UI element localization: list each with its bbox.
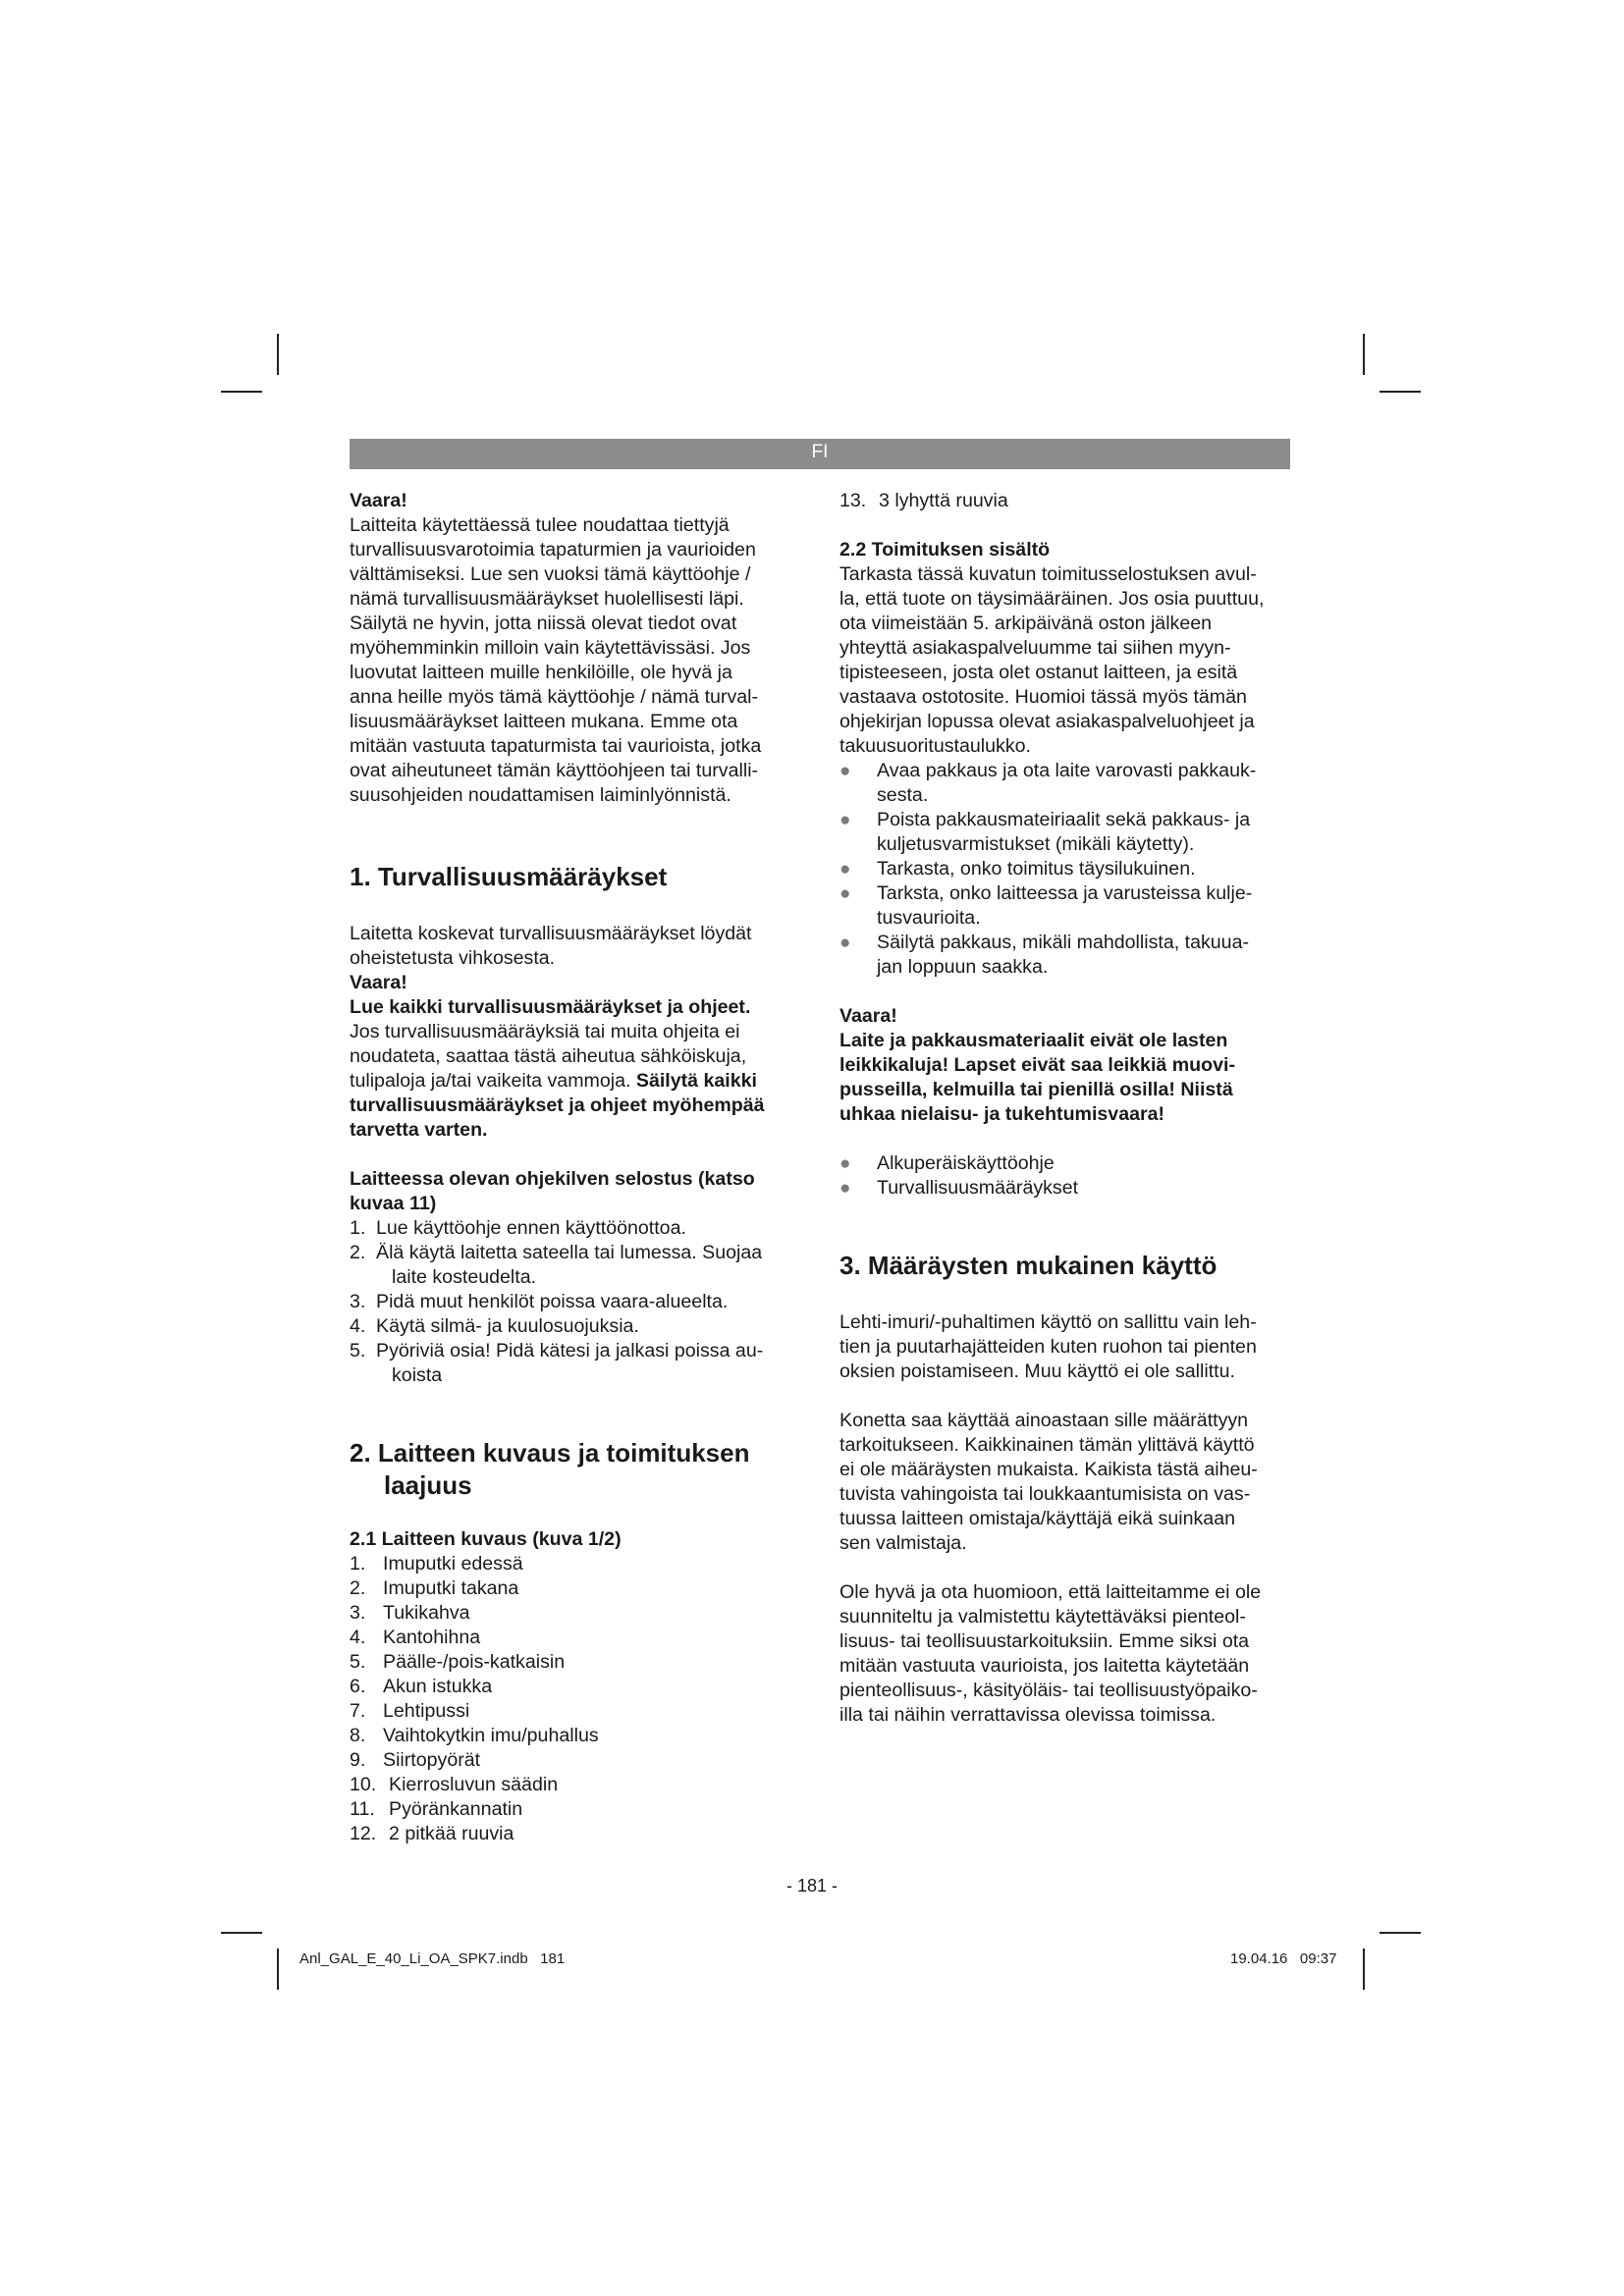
warning3-line: uhkaa nielaisu- ja tukehtumisvaara! [839, 1103, 1165, 1125]
list-number: 2. [350, 1242, 366, 1263]
list-item [350, 1626, 803, 1650]
list-item [839, 759, 1293, 808]
list-line: Pyöriviä osia! Pidä kätesi ja jalkasi poissa au- [376, 1340, 764, 1362]
list-text [376, 1216, 803, 1241]
warning2-mixed-bold: Säilytä kaikki [635, 1070, 757, 1092]
section1-heading: 1. Turvallisuusmääräykset [350, 862, 668, 891]
label-explanation [350, 1167, 803, 1388]
list-item [350, 1822, 803, 1846]
list-line: Älä käytä laitetta sateella tai lumessa. Suojaa [376, 1242, 763, 1263]
section3-para [839, 1310, 1293, 1384]
language-header-bar [350, 439, 1290, 469]
list-number: 4. [350, 1315, 366, 1337]
parts-list-continued [839, 489, 1293, 513]
section22-body [839, 562, 1293, 759]
list-item [350, 1748, 803, 1773]
para-line: tuussa laitteen omistaja/käyttäjä eikä suinkaan [839, 1508, 1235, 1529]
intro-warning-line: anna heille myös tämä käyttöohje / nämä turval- [350, 686, 759, 708]
list-text [376, 1241, 803, 1290]
list-number: 9. [350, 1749, 366, 1771]
included-docs-list [839, 1151, 1293, 1201]
section22-line: Tarkasta tässä kuvatun toimitusselostuksen avul- [839, 563, 1257, 585]
section2-heading-line: laajuus [384, 1470, 472, 1500]
list-item [350, 1601, 803, 1626]
section22-line: la, että tuote on täysimääräinen. Jos osia puuttuu, [839, 588, 1265, 610]
intro-warning-line: luovutat laitteen muille henkilöille, ole hyvä ja [350, 662, 732, 683]
list-line: Tarksta, onko laitteessa ja varusteissa kulje- [877, 882, 1253, 904]
warning3-line: leikkikaluja! Lapset eivät saa leikkiä muovi- [839, 1054, 1235, 1076]
crop-mark [221, 1932, 262, 1934]
section2-heading-line: 2. Laitteen kuvaus ja toimituksen [350, 1438, 750, 1468]
list-item [839, 857, 1293, 881]
intro-warning-line: välttämiseksi. Lue sen vuoksi tämä käyttöohje / [350, 563, 751, 585]
list-text: Vaihtokytkin imu/puhallus [383, 1725, 599, 1746]
list-number: 6. [350, 1676, 366, 1697]
list-line: sesta. [877, 784, 929, 806]
list-number: 1. [350, 1217, 366, 1239]
list-line: Lue käyttöohje ennen käyttöönottoa. [376, 1217, 686, 1239]
list-item [350, 1724, 803, 1748]
intro-warning-line: mitään vastuuta tapaturmista tai vaurioista, jotka [350, 735, 762, 757]
bullet-icon: ● [839, 883, 851, 904]
list-item [350, 1773, 803, 1797]
list-number: 5. [350, 1340, 366, 1362]
list-line: Tarkasta, onko toimitus täysilukuinen. [877, 858, 1196, 880]
crop-mark [1363, 334, 1365, 375]
intro-warning [350, 489, 803, 808]
left-column [350, 489, 803, 1846]
para-line: Ole hyvä ja ota huomioon, että laitteitamme ei ole [839, 1581, 1262, 1603]
list-item [350, 1216, 803, 1241]
file-info: Anl_GAL_E_40_Li_OA_SPK7.indb 181 [299, 1950, 566, 1967]
para-line: lisuus- tai teollisuustarkoituksiin. Emme siksi ota [839, 1630, 1250, 1652]
bullet-icon: ● [839, 933, 851, 953]
intro-warning-line: myöhemminkin milloin vain käytettävissäsi. Jos [350, 637, 751, 659]
list-text [877, 858, 1196, 880]
crop-mark [1380, 1932, 1421, 1934]
list-line: Säilytä pakkaus, mikäli mahdollista, takuua- [877, 932, 1249, 953]
list-item [839, 1151, 1293, 1176]
section3-heading: 3. Määräysten mukainen käyttö [839, 1251, 1218, 1280]
list-number: 3. [350, 1291, 366, 1312]
list-text [877, 932, 1249, 978]
para-line: tarkoitukseen. Kaikkinainen tämän ylittävä käyttö [839, 1434, 1255, 1456]
section1-line: Laitetta koskevat turvallisuusmääräykset löydät [350, 923, 752, 944]
list-text: Kierrosluvun säädin [389, 1774, 559, 1795]
list-text: Kantohihna [383, 1627, 481, 1648]
intro-warning-line: Säilytä ne hyvin, jotta niissä olevat tiedot ovat [350, 613, 737, 634]
bullet-icon: ● [839, 761, 851, 781]
para-line: oksien poistamiseen. Muu käyttö ei ole sallittu. [839, 1361, 1235, 1382]
parts-list [350, 1552, 803, 1846]
section22-heading: 2.2 Toimituksen sisältö [839, 539, 1051, 561]
intro-warning-line: Laitteita käytettäessä tulee noudattaa tiettyjä [350, 514, 730, 536]
list-line: tusvaurioita. [877, 907, 981, 929]
crop-mark [1363, 1949, 1365, 1990]
section3-para [839, 1409, 1293, 1556]
list-text: 3 lyhyttä ruuvia [879, 490, 1008, 511]
warning2-bold-line: tarvetta varten. [350, 1119, 488, 1141]
list-item [350, 1699, 803, 1724]
warning2-line: noudateta, saattaa tästä aiheutua sähköiskuja, [350, 1045, 747, 1067]
warning2-line: Jos turvallisuusmääräyksiä tai muita ohjeita ei [350, 1021, 740, 1042]
list-item [350, 1552, 803, 1576]
list-item [839, 808, 1293, 857]
list-item [350, 1241, 803, 1290]
list-item [350, 1339, 803, 1388]
list-text [376, 1290, 803, 1314]
list-line: Pidä muut henkilöt poissa vaara-alueelta. [376, 1291, 729, 1312]
list-line: koista [392, 1364, 443, 1386]
para-line: Lehti-imuri/-puhaltimen käyttö on sallittu vain leh- [839, 1311, 1257, 1333]
list-item [839, 489, 1293, 513]
bullet-icon: ● [839, 810, 851, 830]
label-heading-line: kuvaa 11) [350, 1193, 437, 1214]
crop-mark [1380, 391, 1421, 393]
intro-warning-line: turvallisuusvarotoimia tapaturmien ja vaurioiden [350, 539, 756, 561]
list-line: kuljetusvarmistukset (mikäli käytetty). [877, 833, 1195, 855]
para-line: ei ole määräysten mukaista. Kaikista tästä aiheu- [839, 1459, 1258, 1480]
list-item [350, 1290, 803, 1314]
list-text: Siirtopyörät [383, 1749, 481, 1771]
page-number: - 181 - [785, 1876, 839, 1896]
crop-mark [277, 1949, 279, 1990]
list-text: Imuputki takana [383, 1577, 519, 1599]
intro-warning-line: nämä turvallisuusmääräykset huolellisesti läpi. [350, 588, 744, 610]
list-text [376, 1339, 803, 1388]
list-item [839, 881, 1293, 931]
section22-line: takuusuoritustaulukko. [839, 735, 1031, 757]
list-item [839, 931, 1293, 980]
list-item [839, 1176, 1293, 1201]
intro-warning-title: Vaara! [350, 490, 407, 511]
list-number: 11. [350, 1798, 375, 1820]
para-line: sen valmistaja. [839, 1532, 967, 1554]
list-text: Päälle-/pois-katkaisin [383, 1651, 566, 1673]
list-text: Lehtipussi [383, 1700, 470, 1722]
section2-heading [350, 1437, 803, 1502]
list-number: 2. [350, 1577, 366, 1599]
list-item [350, 1314, 803, 1339]
list-line: Poista pakkausmateiriaalit sekä pakkaus- ja [877, 809, 1251, 830]
warning2-title: Vaara! [350, 972, 407, 993]
list-number: 1. [350, 1553, 366, 1575]
warning2-bold-line: Lue kaikki turvallisuusmääräykset ja ohjeet. [350, 996, 751, 1018]
list-item [350, 1675, 803, 1699]
para-line: Konetta saa käyttää ainoastaan sille määrättyyn [839, 1410, 1249, 1431]
list-text: Imuputki edessä [383, 1553, 523, 1575]
list-text [877, 809, 1250, 855]
section22-line: ota viimeistään 5. arkipäivänä oston jälkeen [839, 613, 1213, 634]
list-item [350, 1650, 803, 1675]
section1-body [350, 922, 803, 1143]
children-warning [839, 1004, 1293, 1127]
list-text [376, 1314, 803, 1339]
list-text [877, 760, 1256, 806]
label-heading-line: Laitteessa olevan ohjekilven selostus (katso [350, 1168, 755, 1190]
para-line: tuvista vahingoista tai loukkaantumisista on vas- [839, 1483, 1251, 1505]
para-line: suunniteltu ja valmistettu käytettäväksi pienteol- [839, 1606, 1246, 1628]
list-line: jan loppuun saakka. [877, 956, 1049, 978]
warning3-title: Vaara! [839, 1005, 897, 1027]
right-column [839, 489, 1293, 1728]
list-text: Turvallisuusmääräykset [877, 1177, 1079, 1199]
para-line: pienteollisuus-, käsityöläis- tai teollisuustyöpaiko- [839, 1680, 1258, 1701]
list-item [350, 1576, 803, 1601]
warning3-line: pusseilla, kelmuilla tai pienillä osilla! Niistä [839, 1079, 1233, 1100]
bullet-icon: ● [839, 1178, 851, 1199]
list-number: 3. [350, 1602, 366, 1624]
warning2-bold-line: turvallisuusmääräykset ja ohjeet myöhempää [350, 1095, 765, 1116]
section3-para [839, 1580, 1293, 1728]
intro-warning-line: ovat aiheutuneet tämän käyttöohjeen tai turvalli- [350, 760, 759, 781]
warning3-line: Laite ja pakkausmateriaalit eivät ole lasten [839, 1030, 1228, 1051]
section22-line: yhteyttä asiakaspalveluumme tai siihen myyn- [839, 637, 1231, 659]
list-number: 7. [350, 1700, 366, 1722]
crop-mark [221, 391, 262, 393]
para-line: illa tai näihin verrattavissa olevissa toimissa. [839, 1704, 1217, 1726]
section21-heading: 2.1 Laitteen kuvaus (kuva 1/2) [350, 1528, 622, 1550]
list-number: 4. [350, 1627, 366, 1648]
unpacking-list [839, 759, 1293, 980]
section22-line: tipisteeseen, josta olet ostanut laitteen, ja esitä [839, 662, 1238, 683]
list-text: Pyöränkannatin [389, 1798, 523, 1820]
intro-warning-line: suusohjeiden noudattamisen laiminlyönnistä. [350, 784, 731, 806]
list-number: 10. [350, 1774, 377, 1795]
bullet-icon: ● [839, 1153, 851, 1174]
para-line: tien ja puutarhajätteiden kuten ruohon tai pienten [839, 1336, 1257, 1358]
list-text: Alkuperäiskäyttöohje [877, 1152, 1055, 1174]
print-date: 19.04.16 09:37 [1230, 1950, 1337, 1967]
list-text [877, 882, 1252, 929]
warning2-mixed-line [350, 1069, 803, 1094]
list-line: Avaa pakkaus ja ota laite varovasti pakkauk- [877, 760, 1257, 781]
language-code: FI [811, 442, 829, 462]
list-number: 12. [350, 1823, 377, 1844]
crop-mark [277, 334, 279, 375]
list-number: 8. [350, 1725, 366, 1746]
section22-line: ohjekirjan lopussa olevat asiakaspalveluohjeet ja [839, 711, 1255, 732]
bullet-icon: ● [839, 859, 851, 880]
list-text: Akun istukka [383, 1676, 493, 1697]
list-text: 2 pitkää ruuvia [389, 1823, 514, 1844]
list-number: 13. [839, 490, 867, 511]
section1-line: oheistetusta vihkosesta. [350, 947, 556, 969]
list-line: Käytä silmä- ja kuulosuojuksia. [376, 1315, 639, 1337]
list-item [350, 1797, 803, 1822]
list-text: Tukikahva [383, 1602, 470, 1624]
intro-warning-line: lisuusmääräykset laitteen mukana. Emme ota [350, 711, 738, 732]
list-number: 5. [350, 1651, 366, 1673]
label-list [350, 1216, 803, 1388]
warning2-mixed-plain: tulipaloja ja/tai vaikeita vammoja. [350, 1070, 631, 1092]
list-line: laite kosteudelta. [392, 1266, 537, 1288]
section22-line: vastaava ostotosite. Huomioi tässä myös tämän [839, 686, 1247, 708]
para-line: mitään vastuuta vaurioista, jos laitetta käytetään [839, 1655, 1250, 1677]
